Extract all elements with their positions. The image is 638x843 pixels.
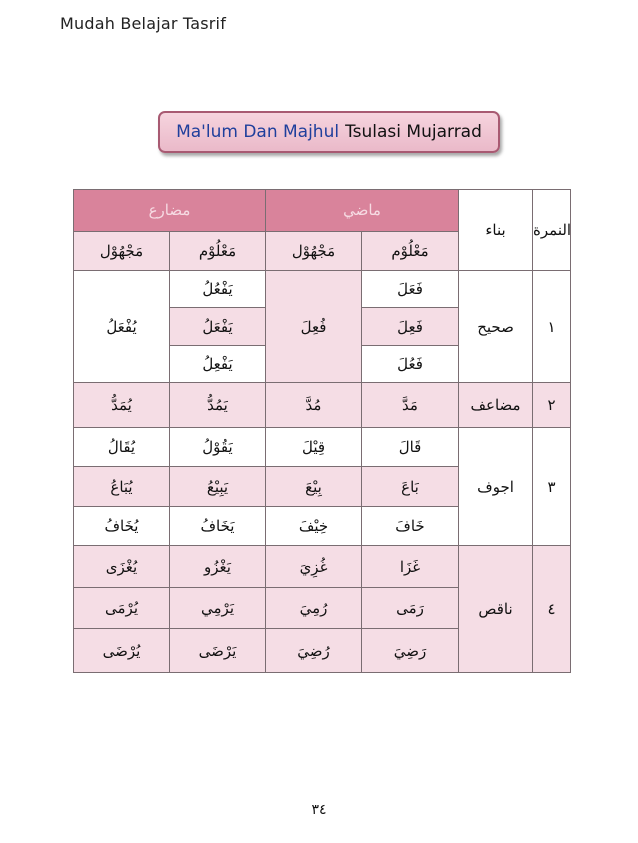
tasrif-table (73, 189, 571, 673)
cell-bina: اجوف (459, 427, 533, 545)
cell-number: ٤ (533, 546, 571, 673)
book-header-title: Mudah Belajar Tasrif (60, 14, 227, 33)
subheader-mudhari-malum: مَعْلُوْم (170, 231, 266, 270)
cell-bina: صحيح (459, 271, 533, 383)
cell-mudhari-majhul: يُمَدُّ (74, 383, 170, 428)
cell-madhi-malum: رَضِيَ (362, 629, 459, 673)
cell-mudhari-majhul: يُبَاعُ (74, 467, 170, 506)
cell-mudhari-majhul: يُقَالُ (74, 427, 170, 466)
page-number: ٣٤ (311, 802, 327, 818)
cell-mudhari-malum: يَفْعَلُ (170, 308, 266, 345)
cell-mudhari-malum: يَمُدُّ (170, 383, 266, 428)
cell-madhi-malum: قَالَ (362, 427, 459, 466)
cell-number: ٢ (533, 383, 571, 428)
cell-mudhari-malum: يَرْمِي (170, 587, 266, 629)
cell-bina: ناقص (459, 546, 533, 673)
cell-madhi-majhul: غُزِيَ (266, 546, 362, 588)
cell-madhi-malum: خَافَ (362, 506, 459, 545)
table-header-row (74, 190, 571, 232)
table-row (74, 383, 571, 428)
subheader-mudhari-majhul: مَجْهُوْل (74, 231, 170, 270)
cell-mudhari-malum: يَغْزُو (170, 546, 266, 588)
table-row (74, 546, 571, 588)
cell-madhi-majhul: مُدَّ (266, 383, 362, 428)
cell-mudhari-majhul: يُرْضَى (74, 629, 170, 673)
cell-madhi-malum: بَاعَ (362, 467, 459, 506)
cell-mudhari-majhul: يُخَافُ (74, 506, 170, 545)
header-mudhari: مضارع (74, 190, 266, 232)
cell-madhi-majhul: بِيْعَ (266, 467, 362, 506)
cell-madhi-malum: فَعَلَ (362, 271, 459, 308)
cell-mudhari-majhul: يُغْزَى (74, 546, 170, 588)
cell-mudhari-majhul: يُرْمَى (74, 587, 170, 629)
subheader-madhi-malum: مَعْلُوْم (362, 231, 459, 270)
table-row (74, 271, 571, 308)
cell-madhi-malum: فَعِلَ (362, 308, 459, 345)
cell-mudhari-malum: يَفْعِلُ (170, 345, 266, 382)
cell-mudhari-malum: يَرْضَى (170, 629, 266, 673)
cell-madhi-majhul: خِيْفَ (266, 506, 362, 545)
cell-bina: مضاعف (459, 383, 533, 428)
cell-madhi-majhul: قِيْلَ (266, 427, 362, 466)
header-madhi: ماضي (266, 190, 459, 232)
header-number: النمرة (533, 190, 571, 271)
cell-mudhari-majhul: يُفْعَلُ (74, 271, 170, 383)
subheader-madhi-majhul: مَجْهُوْل (266, 231, 362, 270)
cell-madhi-malum: مَدَّ (362, 383, 459, 428)
cell-mudhari-malum: يَفْعُلُ (170, 271, 266, 308)
cell-madhi-malum: فَعُلَ (362, 345, 459, 382)
cell-madhi-majhul: رُمِيَ (266, 587, 362, 629)
cell-madhi-majhul: رُضِيَ (266, 629, 362, 673)
cell-mudhari-malum: يَخَافُ (170, 506, 266, 545)
cell-madhi-malum: رَمَى (362, 587, 459, 629)
cell-mudhari-malum: يَبِيْعُ (170, 467, 266, 506)
cell-madhi-majhul: فُعِلَ (266, 271, 362, 383)
cell-number: ٣ (533, 427, 571, 545)
header-bina: بناء (459, 190, 533, 271)
title-part-tsulasi: Tsulasi Mujarrad (345, 122, 482, 142)
section-title-box (158, 111, 500, 153)
cell-madhi-malum: غَزَا (362, 546, 459, 588)
title-part-malum-majhul: Ma'lum Dan Majhul (176, 122, 340, 142)
cell-mudhari-malum: يَقُوْلُ (170, 427, 266, 466)
cell-number: ١ (533, 271, 571, 383)
table-row (74, 427, 571, 466)
